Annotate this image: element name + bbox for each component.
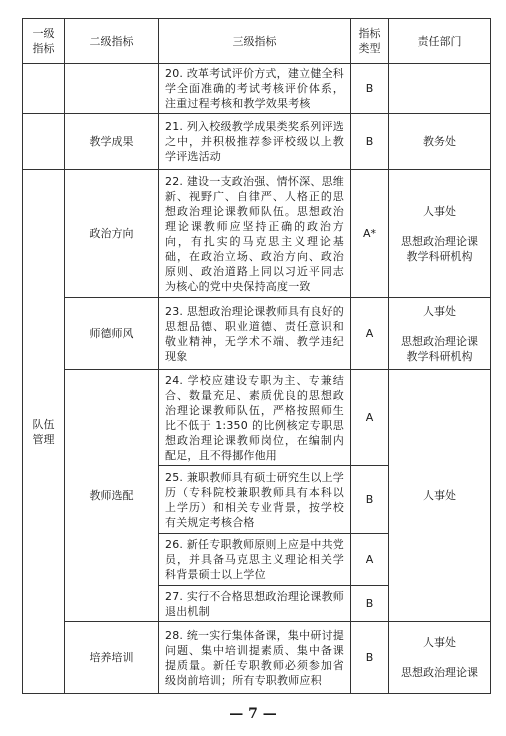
type-cell: B: [351, 114, 389, 170]
level3-cell: 24. 学校应建设专职为主、专兼结合、数量充足、素质优良的思想政治理论课教师队伍，严格按照师生比不低于 1:350 的比例核定专职思想政治理论课教师岗位，在编制内配足，且不得挪作他用: [159, 370, 351, 466]
dept-cell: 教务处: [389, 114, 491, 170]
level1-cell-teaching: [23, 64, 65, 114]
level1-cell-teaching-cont: [23, 114, 65, 170]
level3-cell: 23. 思想政治理论课教师具有良好的思想品德、职业道德、责任意识和敬业精神，无学术不端、教学违纪现象: [159, 298, 351, 370]
header-level3: 三级指标: [159, 19, 351, 64]
header-row: [23, 19, 491, 64]
level2-cell: 教学成果: [65, 114, 159, 170]
level3-cell: 26. 新任专职教师原则上应是中共党员，并具备马克思主义理论相关学科背景硕士以上学位: [159, 534, 351, 586]
level2-cell: 师德师风: [65, 298, 159, 370]
type-cell: A: [351, 298, 389, 370]
dept-cell: 人事处 思想政治理论课 教学科研机构: [389, 170, 491, 298]
page-number: — 7 —: [229, 706, 277, 722]
level2-cell: 政治方向: [65, 170, 159, 298]
table-row: [23, 298, 491, 370]
type-cell: A: [351, 370, 389, 466]
type-cell: A*: [351, 170, 389, 298]
level2-cell: 教师选配: [65, 370, 159, 622]
level3-cell: 28. 统一实行集体备课，集中研讨提问题、集中培训提素质、集中备课提质量。新任专职教师必须参加省级岗前培训；所有专职教师应积: [159, 622, 351, 694]
table-row: [23, 64, 491, 114]
level3-cell: 22. 建设一支政治强、情怀深、思维新、视野广、自律严、人格正的思想政治理论课教师队伍。思想政治理论课教师应坚持正确的政治方向，有扎实的马克思主义理论基础，在政治立场、政治方向、政治原则、政治道路上同以习近平同志为核心的党中央保持高度一致: [159, 170, 351, 298]
dept-cell: 人事处 思想政治理论课: [389, 622, 491, 694]
header-dept: 责任部门: [389, 19, 491, 64]
table-row: [23, 114, 491, 170]
level3-cell: 21. 列入校级教学成果类奖系列评选之中，并积极推荐参评校级以上教学评选活动: [159, 114, 351, 170]
dept-cell: 人事处: [389, 370, 491, 622]
dept-cell: 人事处 思想政治理论课 教学科研机构: [389, 298, 491, 370]
header-level2: 二级指标: [65, 19, 159, 64]
dept-cell-continued: [389, 64, 491, 114]
level3-cell: 25. 兼职教师具有硕士研究生以上学历（专科院校兼职教师具有本科以上学历）和相关专业背景，按学校有关规定考核合格: [159, 466, 351, 534]
level3-cell: 20. 改革考试评价方式，建立健全科学全面准确的考试考核评价体系，注重过程考核和教学效果考核: [159, 64, 351, 114]
table-row: [23, 622, 491, 694]
table-row: [23, 370, 491, 466]
type-cell: B: [351, 586, 389, 622]
header-type: 指标 类型: [351, 19, 389, 64]
type-cell: A: [351, 534, 389, 586]
table-row: [23, 170, 491, 298]
type-cell: B: [351, 466, 389, 534]
header-level1: 一级 指标: [23, 19, 65, 64]
type-cell: B: [351, 622, 389, 694]
type-cell: B: [351, 64, 389, 114]
level2-cell-continued: [65, 64, 159, 114]
level1-cell: 队伍 管理: [23, 170, 65, 694]
level2-cell: 培养培训: [65, 622, 159, 694]
indicator-table: [22, 18, 491, 694]
level3-cell: 27. 实行不合格思想政治理论课教师退出机制: [159, 586, 351, 622]
